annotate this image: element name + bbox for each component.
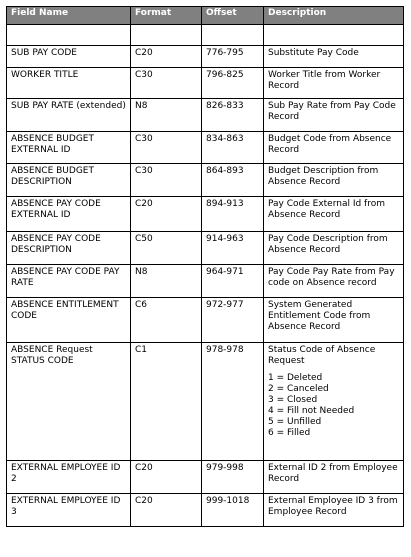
format-cell: C30 [131, 68, 202, 99]
header-field-name: Field Name [7, 7, 131, 25]
description-cell: Budget Description from Absence Record [264, 164, 404, 197]
field-cell: SUB PAY RATE (extended) [7, 99, 131, 132]
offset-cell: 914-963 [202, 232, 264, 265]
format-cell: C30 [131, 164, 202, 197]
offset-cell: 776-795 [202, 46, 264, 68]
table-header [7, 7, 404, 25]
field-cell: ABSENCE PAY CODE PAY RATE [7, 265, 131, 298]
format-cell: C30 [131, 132, 202, 164]
field-cell: ABSENCE BUDGET EXTERNAL ID [7, 132, 131, 164]
status-value-list [268, 373, 399, 439]
description-cell: Budget Code from Absence Record [264, 132, 404, 164]
offset-cell: 964-971 [202, 265, 264, 298]
table-row [7, 343, 404, 461]
field-cell [7, 25, 131, 46]
description-cell: Substitute Pay Code [264, 46, 404, 68]
format-cell: N8 [131, 99, 202, 132]
table-row [7, 164, 404, 197]
format-cell: N8 [131, 265, 202, 298]
status-value: 1 = Deleted [268, 373, 323, 383]
table-row [7, 461, 404, 494]
offset-cell: 972-977 [202, 298, 264, 343]
offset-cell [202, 25, 264, 46]
table-row [7, 46, 404, 68]
table-row [7, 99, 404, 132]
field-cell: ABSENCE PAY CODE EXTERNAL ID [7, 197, 131, 232]
format-cell: C20 [131, 494, 202, 527]
field-cell: EXTERNAL EMPLOYEE ID 3 [7, 494, 131, 527]
field-cell: EXTERNAL EMPLOYEE ID 2 [7, 461, 131, 494]
field-cell: ABSENCE ENTITLEMENT CODE [7, 298, 131, 343]
header-offset: Offset [202, 7, 264, 25]
format-cell: C1 [131, 343, 202, 461]
description-cell: Pay Code Pay Rate from Pay code on Absence record [264, 265, 404, 298]
offset-cell: 979-998 [202, 461, 264, 494]
status-value: 3 = Closed [268, 395, 318, 405]
field-spec-table [6, 6, 404, 527]
description-cell [264, 25, 404, 46]
field-cell: ABSENCE Request STATUS CODE [7, 343, 131, 461]
format-cell: C20 [131, 197, 202, 232]
status-value: 2 = Canceled [268, 384, 329, 394]
offset-cell: 999-1018 [202, 494, 264, 527]
status-value: 6 = Filled [268, 428, 311, 438]
description-cell: Sub Pay Rate from Pay Code Record [264, 99, 404, 132]
field-cell: ABSENCE PAY CODE DESCRIPTION [7, 232, 131, 265]
description-cell: Worker Title from Worker Record [264, 68, 404, 99]
format-cell: C50 [131, 232, 202, 265]
table-row [7, 68, 404, 99]
table-row [7, 197, 404, 232]
offset-cell: 796-825 [202, 68, 264, 99]
offset-cell: 826-833 [202, 99, 264, 132]
description-cell: System Generated Entitlement Code from Absence Record [264, 298, 404, 343]
status-description: Status Code of Absence Request [268, 345, 376, 366]
table-row [7, 298, 404, 343]
table-row [7, 25, 404, 46]
offset-cell: 864-893 [202, 164, 264, 197]
header-description: Description [264, 7, 404, 25]
description-cell: External ID 2 from Employee Record [264, 461, 404, 494]
offset-cell: 978-978 [202, 343, 264, 461]
table-row [7, 265, 404, 298]
format-cell: C20 [131, 461, 202, 494]
offset-cell: 834-863 [202, 132, 264, 164]
offset-cell: 894-913 [202, 197, 264, 232]
table-row [7, 132, 404, 164]
field-cell: SUB PAY CODE [7, 46, 131, 68]
header-row [7, 7, 404, 25]
description-cell [264, 343, 404, 461]
header-format: Format [131, 7, 202, 25]
field-cell: WORKER TITLE [7, 68, 131, 99]
format-cell: C20 [131, 46, 202, 68]
format-cell: C6 [131, 298, 202, 343]
table-row [7, 494, 404, 527]
format-cell [131, 25, 202, 46]
status-value: 4 = Fill not Needed [268, 406, 355, 416]
field-cell: ABSENCE BUDGET DESCRIPTION [7, 164, 131, 197]
status-value: 5 = Unfilled [268, 417, 322, 427]
description-cell: Pay Code Description from Absence Record [264, 232, 404, 265]
table-body [7, 25, 404, 527]
description-cell: External Employee ID 3 from Employee Record [264, 494, 404, 527]
table-row [7, 232, 404, 265]
description-cell: Pay Code External Id from Absence Record [264, 197, 404, 232]
